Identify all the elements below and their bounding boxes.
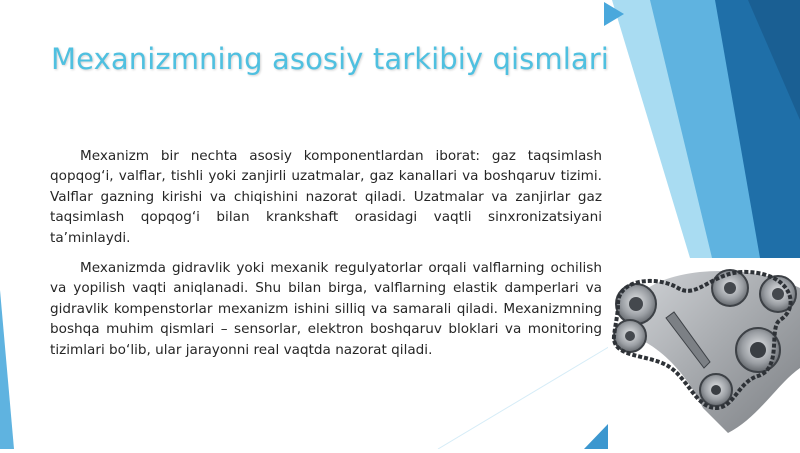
decor-bottom-triangle xyxy=(584,424,608,449)
engine-timing-chain-image xyxy=(608,258,800,449)
decor-left-strip xyxy=(0,290,14,449)
paragraph-2: Mexanizmda gidravlik yoki mexanik regulyatorlar orqali valflarning ochilish va yopilish vaqti aniqlanadi. Shu bilan birga, valflarning elastik damperlari va gidravlik kompenstorlar mexanizm ishini silliq va samarali qiladi. Mexanizmning boshqa muhim qismlari – sensorlar, elektron boshqaruv bloklari va monitoring tizimlari bo‘lib, ular jarayonni real vaqtda nazorat qiladi. xyxy=(50,260,602,358)
paragraph-1: Mexanizm bir nechta asosiy komponentlardan iborat: gaz taqsimlash qopqog‘i, valflar, tishli yoki zanjirli uzatmalar, gaz kanallari va boshqaruv tizimi. Valflar gazning kirishi va chiqishini nazorat qiladi. Uzatmalar va zanjirlar gaz taqsimlash qopqog‘i bilan krankshaft orasidagi vaqtli sinxronizatsiyani ta’minlaydi. xyxy=(50,148,602,246)
slide-body xyxy=(50,146,602,370)
slide-title: Mexanizmning asosiy tarkibiy qismlari xyxy=(51,42,609,76)
